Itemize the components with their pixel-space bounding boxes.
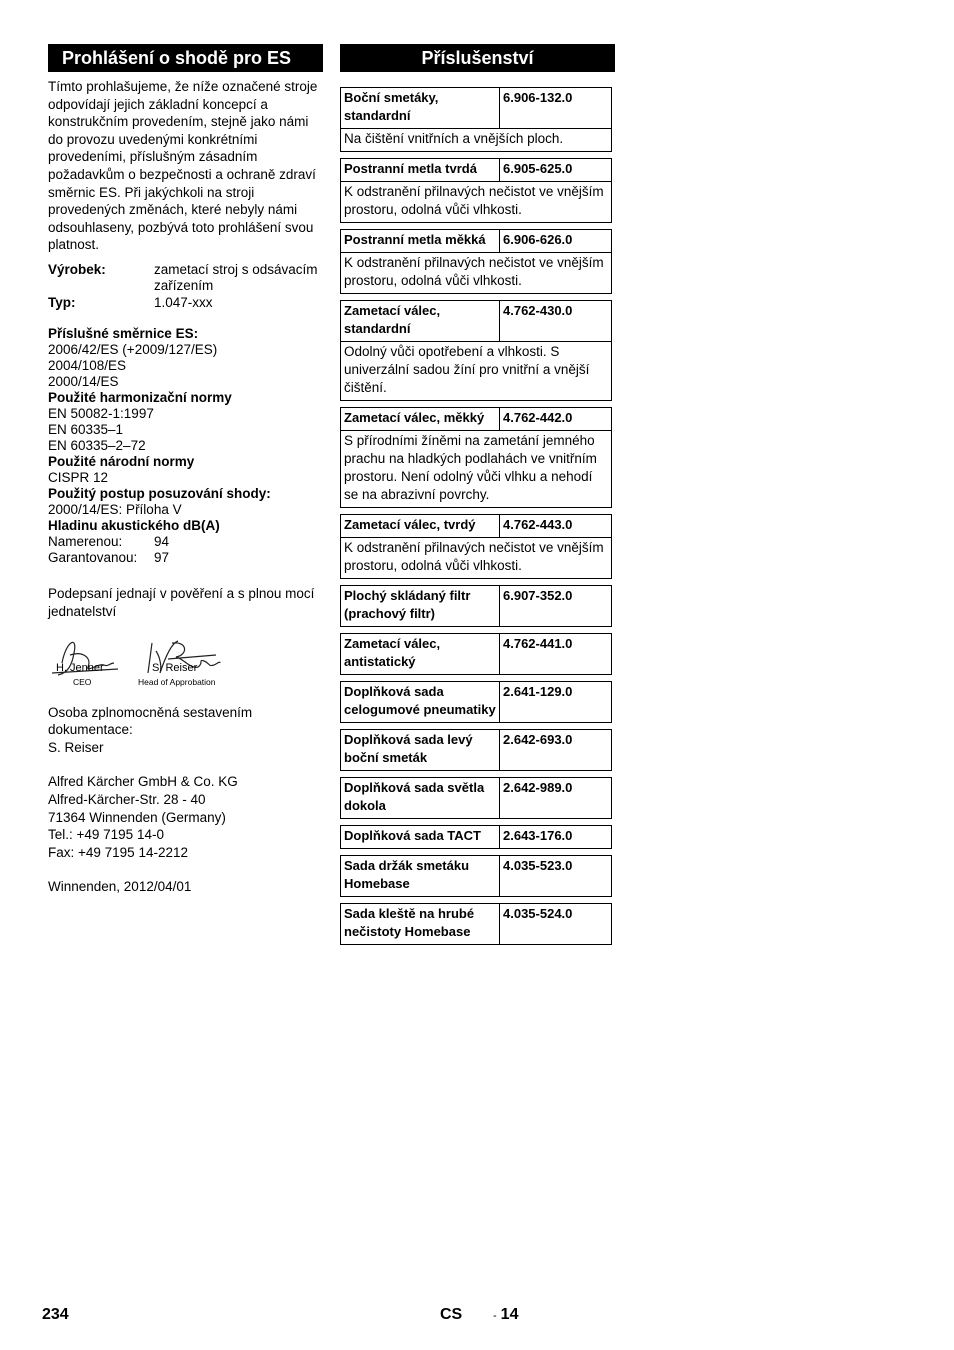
accessory-name: Doplňková sada TACT [341,826,500,848]
product-row [48,262,323,295]
declaration-intro: Tímto prohlašujeme, že níže označené stroje odpovídají jejich základní koncepcí a konstrukčním provedením, stejně jako námi do provozu uvedenými konkrétními provedeními, příslušným zásadním požadavkům o bezpečnosti a ochraně zdraví směrnic ES. Při jakýchkoli na stroji provedených změnách, které nebyly námi odsouhlaseny, pozbývá toto prohlášení svou platnost. [48,79,318,253]
harmonized-label: Použité harmonizační normy [48,390,232,406]
authorized-name: S. Reiser [48,739,104,755]
accessory-number: 4.762-430.0 [503,303,573,318]
section-page-dash: - [493,1310,497,1322]
noise-label: Hladinu akustického dB(A) [48,518,220,534]
signer1-name: H. Jenner [56,661,104,674]
type-row [48,295,323,312]
harmonized-item: EN 60335–2–72 [48,438,146,454]
section-page [493,1306,518,1324]
page-number: 234 [42,1306,69,1323]
directive-item: 2000/14/ES [48,374,119,390]
accessory-description: K odstranění přilnavých nečistot ve vnějším prostoru, odolná vůči vlhkosti. [341,181,611,222]
directives-label: Příslušné směrnice ES: [48,326,199,342]
accessory-description: K odstranění přilnavých nečistot ve vnějším prostoru, odolná vůči vlhkosti. [341,537,611,578]
accessories-list [340,87,615,945]
accessory-header [341,88,611,128]
accessory-header [341,301,611,341]
accessory-name: Doplňková sada celogumové pneumatiky [341,682,500,722]
accessory-description: S přírodními žíněmi na zametání jemného prachu na hladkých podlahách ve vnitřním prostoru. Není odolný vůči vlhku a nehodí se na abrazivní povrchy. [341,430,611,507]
accessory-name: Zametací válec, standardní [341,301,500,341]
signer2-role: Head of Approbation [138,676,216,687]
accessory-header [341,904,611,944]
accessory-item [340,777,612,819]
accessory-item [340,903,612,945]
type-value: 1.047-xxx [154,294,213,310]
national-label: Použité národní normy [48,454,195,470]
accessories-column [340,44,615,951]
accessory-item [340,633,612,675]
language-code: CS [440,1306,463,1323]
accessory-number: 2.642-693.0 [503,732,573,747]
directive-item: 2006/42/ES (+2009/127/ES) [48,342,218,358]
accessory-item [340,825,612,849]
accessory-header [341,778,611,818]
accessory-header [341,586,611,626]
place-date: Winnenden, 2012/04/01 [48,879,192,895]
accessory-number: 4.762-443.0 [503,517,573,532]
section-page-number: 14 [500,1306,519,1323]
accessory-name: Plochý skládaný filtr (prachový filtr) [341,586,500,626]
accessory-header [341,515,611,537]
accessory-name: Sada držák smetáku Homebase [341,856,500,896]
address-line: 71364 Winnenden (Germany) [48,809,226,825]
accessory-number: 4.035-523.0 [503,858,573,873]
accessory-header [341,730,611,770]
signed-text: Podepsaní jednají v pověření a s plnou mocí jednatelství [48,586,315,620]
product-value: zametací stroj s odsávacím zařízením [154,261,318,294]
accessory-header [341,682,611,722]
accessory-item [340,585,612,627]
accessories-heading: Příslušenství [340,44,615,72]
accessory-header [341,230,611,252]
accessory-item [340,229,612,294]
assessment-value: 2000/14/ES: Příloha V [48,502,182,518]
accessory-item [340,514,612,579]
address-line: Fax: +49 7195 14-2212 [48,844,188,860]
declaration-column [48,44,323,896]
accessory-name: Doplňková sada levý boční smeták [341,730,500,770]
accessory-number: 4.762-442.0 [503,410,573,425]
accessory-description: K odstranění přilnavých nečistot ve vnějším prostoru, odolná vůči vlhkosti. [341,252,611,293]
measured-value: 94 [154,534,170,550]
accessory-header [341,634,611,674]
accessory-number: 2.641-129.0 [503,684,573,699]
harmonized-item: EN 50082-1:1997 [48,406,154,422]
signer2-name: S. Reiser [152,661,198,674]
accessory-item [340,729,612,771]
accessory-header [341,408,611,430]
accessory-name: Postranní metla měkká [341,230,500,252]
accessory-header [341,159,611,181]
accessory-name: Zametací válec, měkký [341,408,500,430]
authorized-label: Osoba zplnomocněná sestavením dokumentace: [48,704,253,738]
assessment-label: Použitý postup posuzování shody: [48,486,271,502]
accessory-name: Zametací válec, tvrdý [341,515,500,537]
accessory-number: 6.907-352.0 [503,588,573,603]
accessory-item [340,855,612,897]
accessory-name: Sada kleště na hrubé nečistoty Homebase [341,904,500,944]
signature-block [48,633,323,695]
accessory-description: Na čištění vnitřních a vnějších ploch. [341,128,611,151]
accessory-number: 6.906-626.0 [503,232,573,247]
accessory-number: 6.905-625.0 [503,161,573,176]
accessory-description: Odolný vůči opotřebení a vlhkosti. S univerzální sadou žíní pro vnitřní a vnější čištění. [341,341,611,400]
address-line: Alfred Kärcher GmbH & Co. KG [48,774,238,790]
accessory-number: 4.762-441.0 [503,636,573,651]
accessory-item [340,681,612,723]
accessory-number: 6.906-132.0 [503,90,573,105]
accessory-item [340,87,612,152]
directive-item: 2004/108/ES [48,358,127,374]
signer1-role: CEO [73,676,92,687]
accessory-header [341,856,611,896]
accessory-number: 4.035-524.0 [503,906,573,921]
accessory-name: Doplňková sada světla dokola [341,778,500,818]
product-label: Výrobek: [48,261,106,277]
measured-label: Namerenou: [48,534,123,550]
harmonized-item: EN 60335–1 [48,422,124,438]
address-line: Alfred-Kärcher-Str. 28 - 40 [48,792,206,807]
accessory-item [340,407,612,508]
accessory-name: Postranní metla tvrdá [341,159,500,181]
accessory-item [340,300,612,401]
measured-row [48,534,323,550]
accessory-number: 2.643-176.0 [503,828,573,843]
guaranteed-row [48,550,323,566]
national-item: CISPR 12 [48,470,109,486]
guaranteed-value: 97 [154,550,170,566]
guaranteed-label: Garantovanou: [48,550,138,566]
address-line: Tel.: +49 7195 14-0 [48,827,164,843]
declaration-heading: Prohlášení o shodě pro ES [48,44,323,72]
accessory-name: Boční smetáky, standardní [341,88,500,128]
accessory-name: Zametací válec, antistatický [341,634,500,674]
accessory-number: 2.642-989.0 [503,780,573,795]
type-label: Typ: [48,294,76,310]
accessory-item [340,158,612,223]
accessory-header [341,826,611,848]
